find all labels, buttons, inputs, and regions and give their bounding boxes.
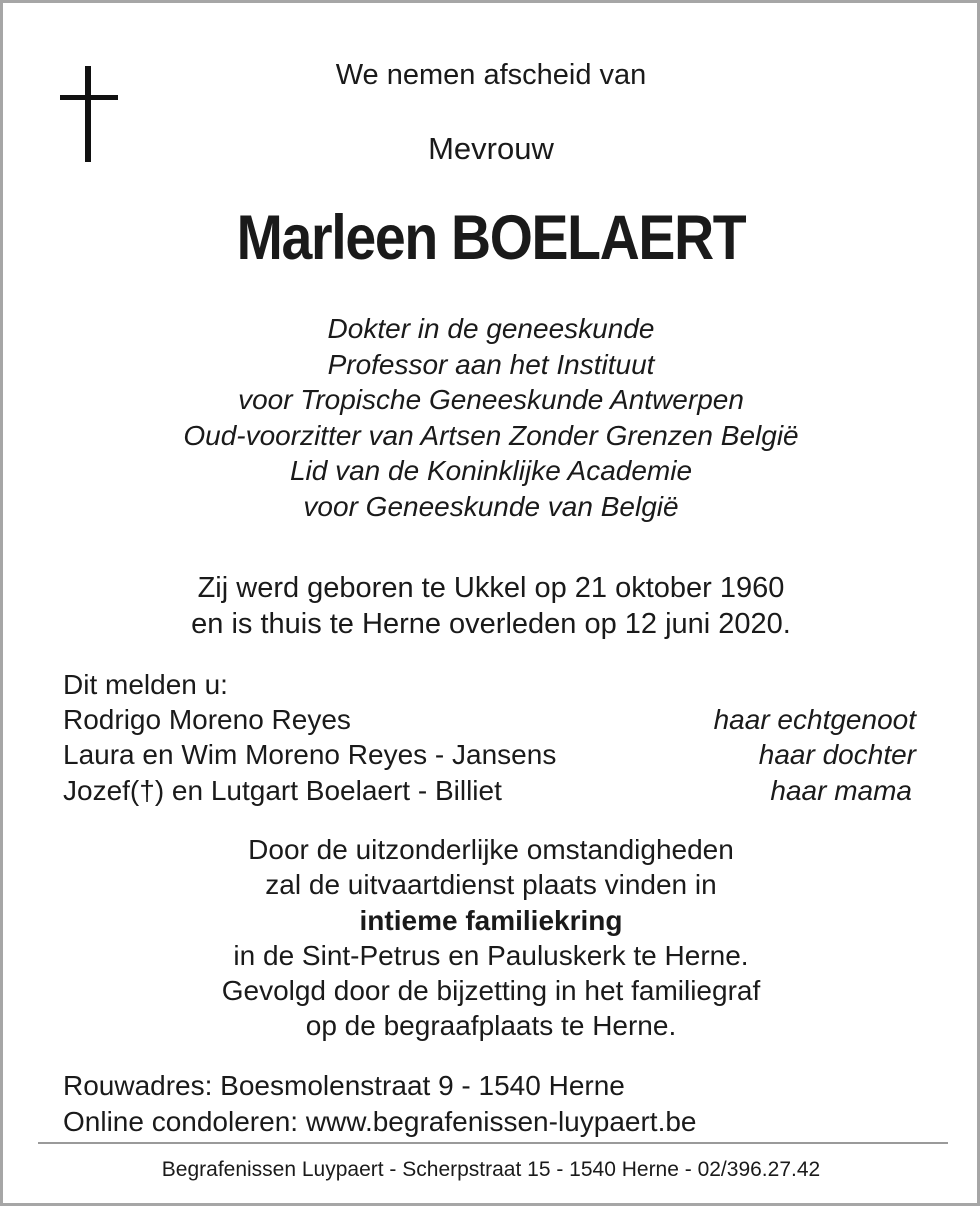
honorific: Mevrouw [428,131,554,166]
service-emphasis: intieme familiekring [359,904,623,936]
life-dates [3,570,979,642]
cross-horizontal-bar [60,95,118,100]
deceased-name: Marleen BOELAERT [236,203,746,273]
title-line: voor Tropische Geneeskunde Antwerpen [238,384,744,415]
family-member-name: Laura en Wim Moreno Reyes - Jansens [63,739,557,771]
family-relation: haar dochter [758,739,916,771]
service-line: op de begraafplaats te Herne. [305,1010,677,1042]
service-line: zal de uitvaartdienst plaats vinden in [265,869,717,901]
family-relation: haar echtgenoot [713,704,916,735]
intro-text: We nemen afscheid van [335,59,647,91]
family-row [63,737,916,772]
death-line: en is thuis te Herne overleden op 12 juni 2020. [191,608,791,640]
announce-label: Dit melden u: [63,669,228,700]
service-line: Gevolgd door de bijzetting in het familiegraf [221,975,761,1007]
title-line: voor Geneeskunde van België [303,490,679,522]
titles-block [3,311,979,524]
service-line: in de Sint-Petrus en Pauluskerk te Herne. [233,939,749,971]
service-line: Door de uitzonderlijke omstandigheden [248,834,734,865]
family-relation: haar mama [770,774,912,806]
family-member-name: Jozef(†) en Lutgart Boelaert - Billiet [63,774,502,806]
footer-divider [38,1142,948,1144]
birth-line: Zij werd geboren te Ukkel op 21 oktober 1960 [197,572,785,604]
mourning-address: Rouwadres: Boesmolenstraat 9 - 1540 Herne [63,1070,625,1101]
title-line: Lid van de Koninklijke Academie [289,455,693,486]
service-info [3,832,979,1044]
title-line: Oud-voorzitter van Artsen Zonder Grenzen België [183,419,799,451]
title-line: Dokter in de geneeskunde [327,313,655,344]
family-member-name: Rodrigo Moreno Reyes [63,704,351,735]
funeral-home-footer: Begrafenissen Luypaert - Scherpstraat 15 - 1540 Herne - 02/396.27.42 [161,1158,821,1181]
family-list [63,702,916,808]
family-row [63,773,916,808]
title-line: Professor aan het Instituut [327,348,655,380]
family-row [63,702,916,737]
online-condolences: Online condoleren: www.begrafenissen-luypaert.be [63,1105,697,1137]
contact-block [63,1068,697,1139]
